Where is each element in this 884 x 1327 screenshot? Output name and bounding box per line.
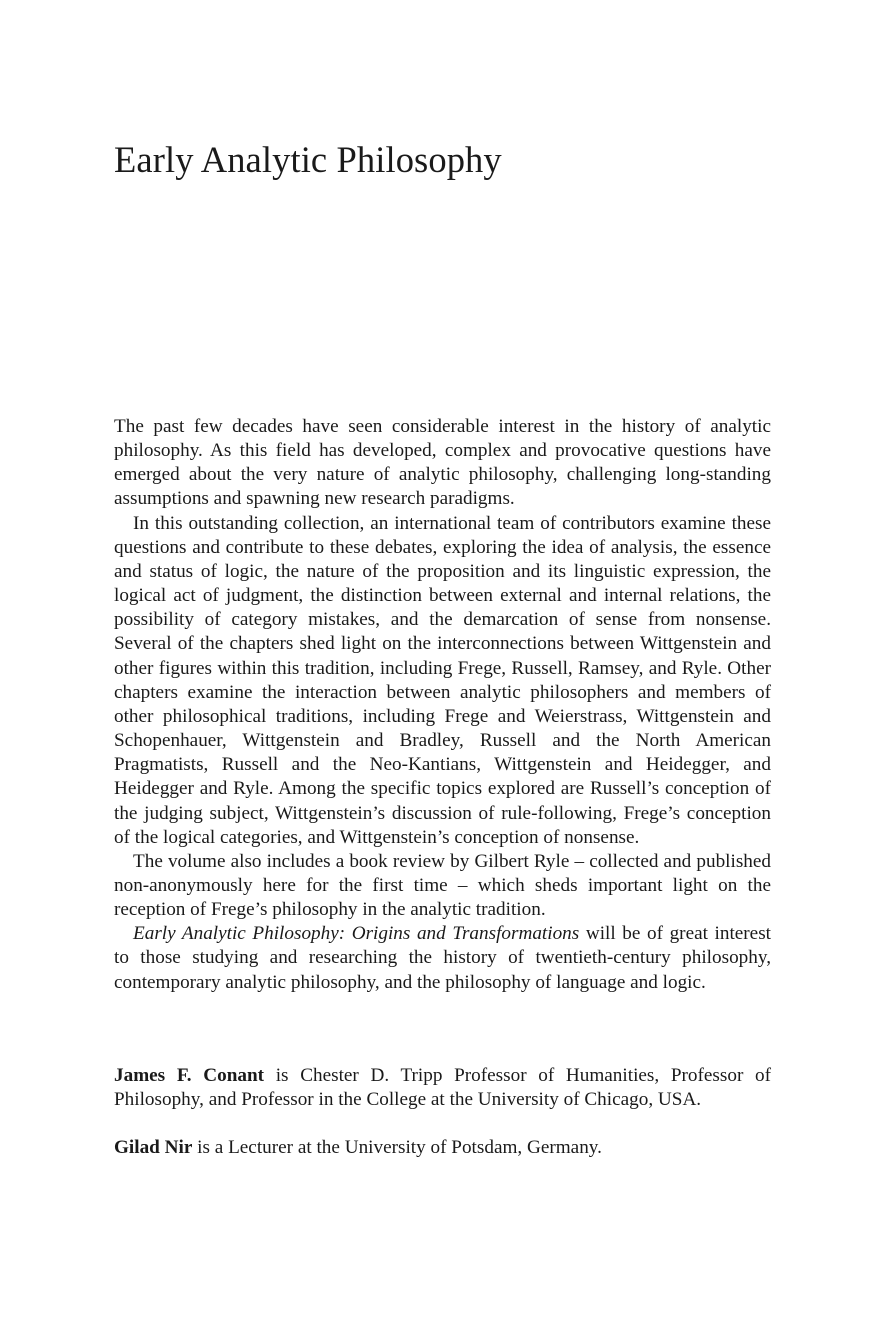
description-paragraph-1: The past few decades have seen considerable interest in the history of analytic philosophy. As this field has developed, complex and provocative questions have emerged about the very nature of analytic philosophy, challenging long-standing assumptions and spawning new research paradigms. <box>114 416 771 510</box>
book-title: Early Analytic Philosophy <box>114 139 502 180</box>
description-paragraph-4-text: will be of great interest to those studying and researching the history of twentieth-century philosophy, contemporary analytic philosophy, and the philosophy of language and logic. <box>114 923 771 993</box>
book-full-title: Early Analytic Philosophy: Origins and Transformations <box>133 923 580 945</box>
editor-bio-text: is a Lecturer at the University of Potsdam, Germany. <box>192 1137 602 1158</box>
book-description <box>114 415 771 995</box>
editor-bio-text: is Chester D. Tripp Professor of Humanities, Professor of Philosophy, and Professor in the College at the University of Chicago, USA. <box>114 1065 771 1111</box>
description-paragraph-4 <box>114 922 771 994</box>
editor-name: James F. Conant <box>114 1065 265 1086</box>
editor-bio-nir <box>114 1136 771 1160</box>
description-paragraph-2: In this outstanding collection, an international team of contributors examine these questions and contribute to these debates, exploring the idea of analysis, the essence and status of logic, the nature of the proposition and its linguistic expression, the logical act of judgment, the distinction between external and internal relations, the possibility of category mistakes, and the demarcation of sense from nonsense. Several of the chapters shed light on the interconnections between Wittgenstein and other figures within this tradition, including Frege, Russell, Ramsey, and Ryle. Other chapters examine the interaction between analytic philosophers and members of other philosophical traditions, including Frege and Weierstrass, Wittgenstein and Schopenhauer, Wittgenstein and Bradley, Russell and the North American Pragmatists, Russell and the Neo-Kantians, Wittgenstein and Heidegger, and Heidegger and Ryle. Among the specific topics explored are Russell’s conception of the judging subject, Wittgenstein’s discussion of rule-following, Frege’s conception of the logical categories, and Wittgenstein’s conception of nonsense. <box>114 512 771 848</box>
description-paragraph-3: The volume also includes a book review by Gilbert Ryle – collected and published non-anonymously here for the first time – which sheds important light on the reception of Frege’s philosophy in the analytic tradition. <box>114 850 771 921</box>
editor-bio-conant <box>114 1064 771 1112</box>
editor-name: Gilad Nir <box>114 1137 193 1158</box>
